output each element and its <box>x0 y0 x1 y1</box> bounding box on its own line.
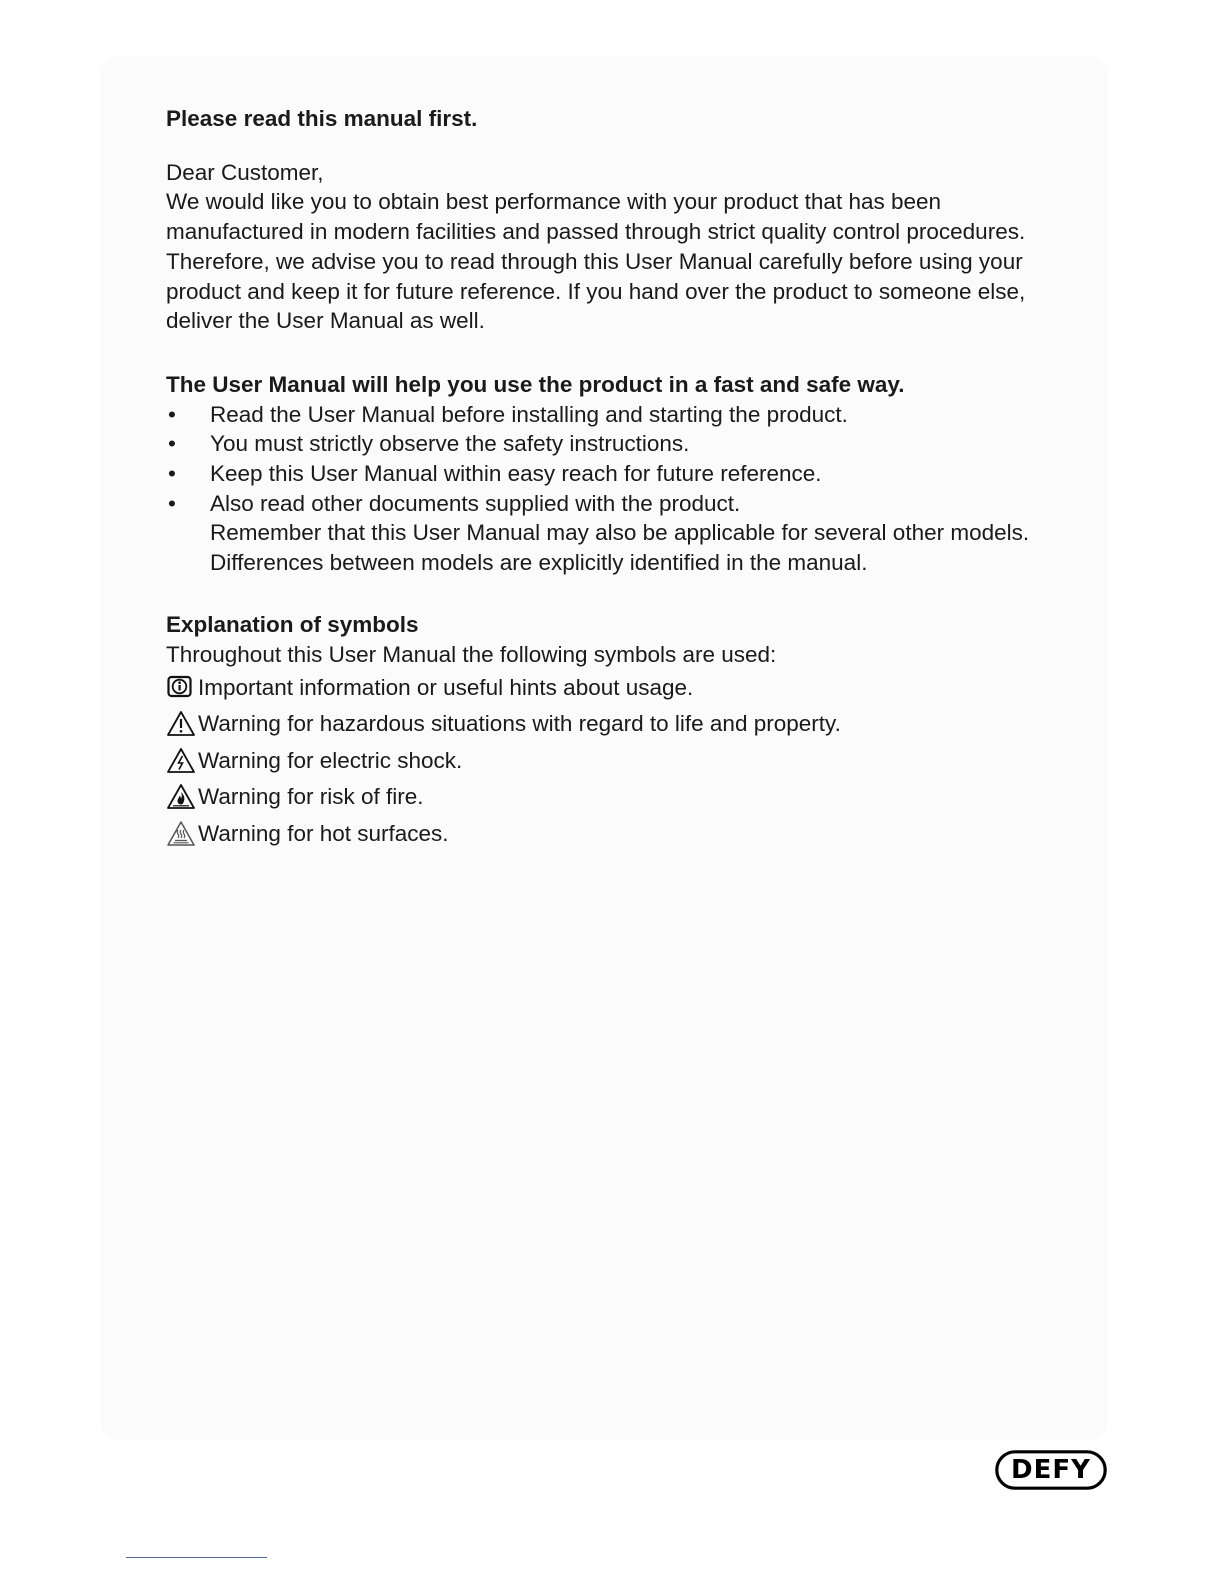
intro-paragraph-1: We would like you to obtain best performance with your product that has been manufactured in modern facilities and passed through strict quality control procedures. <box>166 189 1026 245</box>
symbol-text: Warning for hazardous situations with regard to life and property. <box>198 711 841 737</box>
symbols-intro: Throughout this User Manual the following symbols are used: <box>166 641 777 667</box>
manual-page <box>166 104 1066 852</box>
list-item: • Keep this User Manual within easy reach for future reference. <box>166 459 1066 489</box>
symbol-row-info <box>166 669 1066 706</box>
warning-icon <box>166 710 196 738</box>
page-title: Please read this manual first. <box>166 106 478 131</box>
intro-paragraph-2: Therefore, we advise you to read through this User Manual carefully before using your product and keep it for future reference. If you hand over the product to someone else, deliver the User Manual as well. <box>166 248 1026 334</box>
symbol-text: Warning for hot surfaces. <box>198 820 449 846</box>
bullet-icon: • <box>168 490 176 516</box>
list-item: • Read the User Manual before installing and starting the product. <box>166 400 1066 430</box>
differences-note: Differences between models are explicitly identified in the manual. <box>210 550 868 576</box>
bullet-icon: • <box>168 401 176 427</box>
electric-shock-icon <box>166 747 196 775</box>
footer-line <box>126 1557 267 1558</box>
symbol-text: Warning for electric shock. <box>198 747 463 773</box>
symbols-heading: Explanation of symbols <box>166 611 419 637</box>
symbol-row-fire <box>166 779 1066 816</box>
bullet-icon: • <box>168 461 176 487</box>
manual-help-heading: The User Manual will help you use the product in a fast and safe way. <box>166 371 905 397</box>
fire-icon <box>166 783 196 811</box>
hot-surface-icon <box>166 820 196 848</box>
intro-section <box>166 158 1066 336</box>
symbol-row-electric <box>166 742 1066 779</box>
list-item: • You must strictly observe the safety instructions. <box>166 429 1066 459</box>
brand-logo <box>995 1450 1107 1490</box>
info-icon <box>166 674 196 702</box>
symbol-row-hot <box>166 815 1066 852</box>
symbols-list <box>166 669 1066 852</box>
logo-text: DEFY <box>1011 1455 1091 1485</box>
bullet-icon: • <box>168 431 176 457</box>
symbol-text: Important information or useful hints about usage. <box>198 674 694 700</box>
list-item: • Also read other documents supplied with the product. Remember that this User Manual may also be applicable for several other models. Differences between models are explicitly identified in the manual. <box>166 489 1066 578</box>
greeting: Dear Customer, <box>166 159 324 185</box>
symbol-row-warning <box>166 706 1066 743</box>
models-note: Remember that this User Manual may also be applicable for several other models. <box>210 520 1030 546</box>
symbol-text: Warning for risk of fire. <box>198 784 424 810</box>
manual-help-list <box>166 400 1066 578</box>
